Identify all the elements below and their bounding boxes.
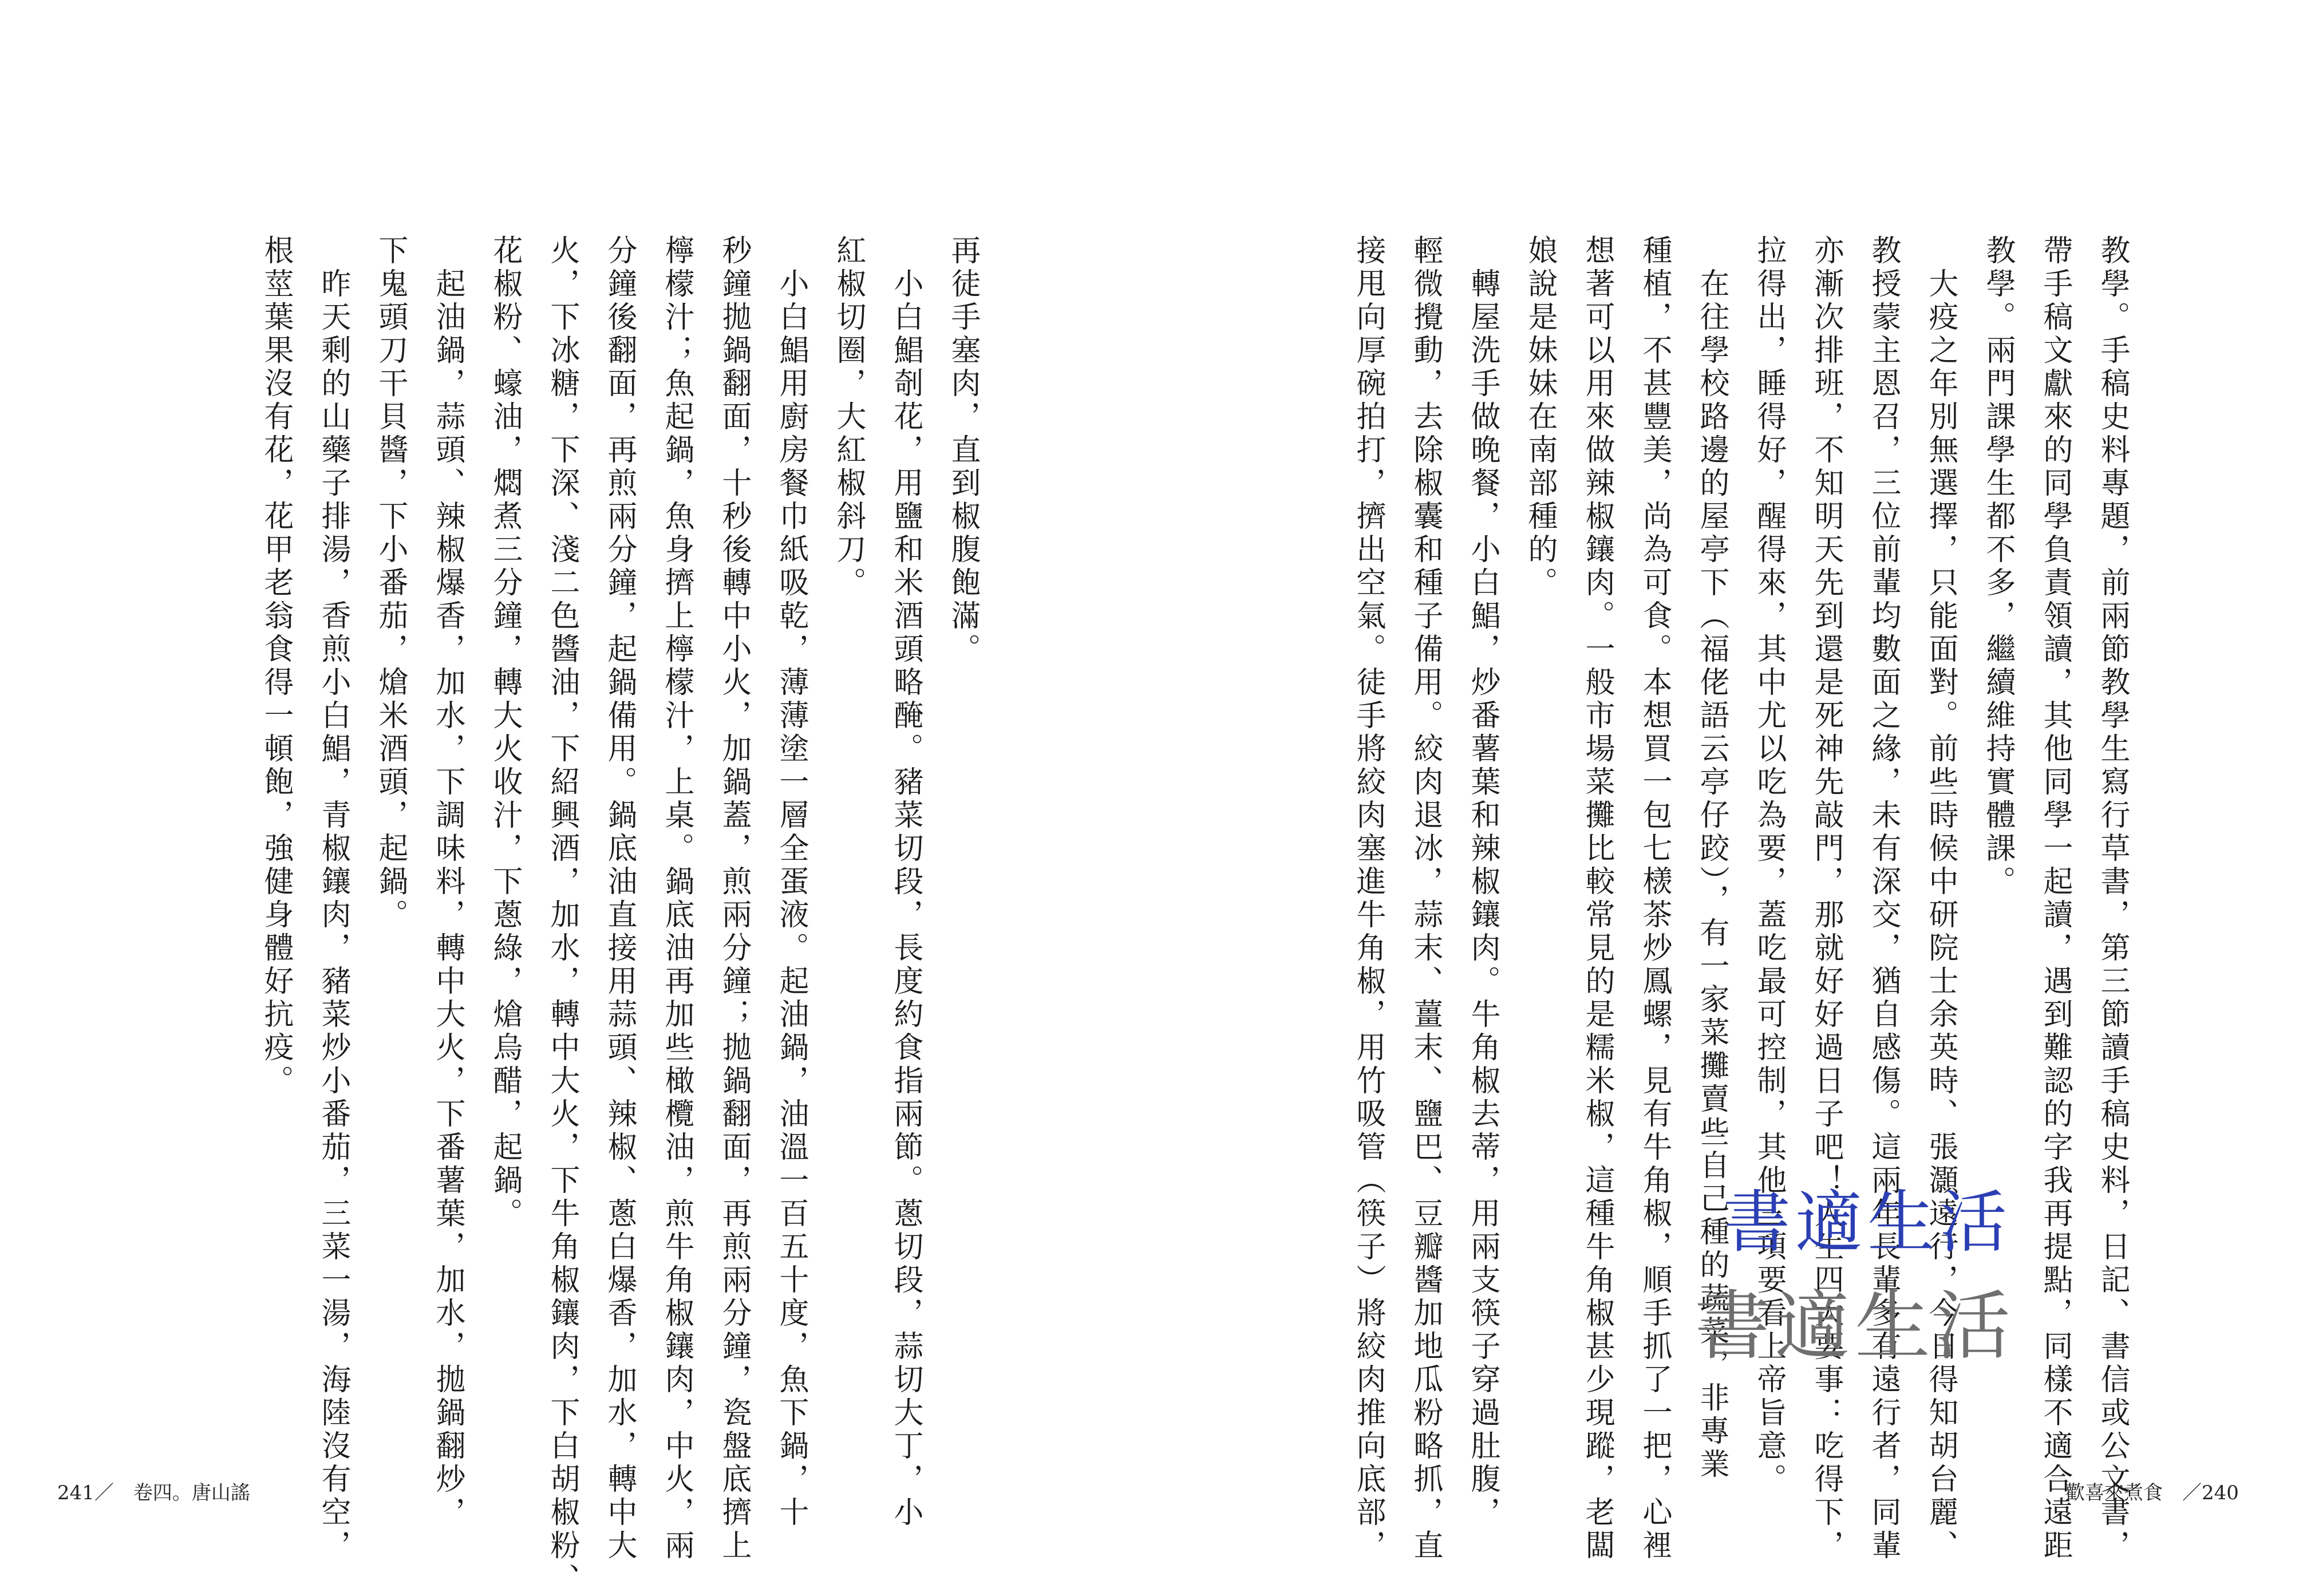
text-column: 紅椒切圈，大紅椒斜刀。	[831, 235, 866, 600]
text-column: 種植，不甚豐美，尚為可食。本想買一包七檨茶炒鳳螺，見有牛角椒，順手抓了一把，心裡	[1637, 235, 1672, 1563]
text-column: 小白鯧用廚房餐巾紙吸乾，薄薄塗一層全蛋液。起油鍋，油溫一百五十度，魚下鍋，十	[774, 235, 808, 1530]
text-column: 教學。兩門課學生都不多，繼續維持實體課。	[1981, 235, 2015, 899]
text-column: 昨天剩的山藥子排湯，香煎小白鯧，青椒鑲肉，豬菜炒小番茄，三菜一湯，海陸沒有空，	[316, 235, 350, 1563]
text-column: 分鐘後翻面，再煎兩分鐘，起鍋備用。鍋底油直接用蒜頭、辣椒、蔥白爆香，加水，轉中大	[602, 235, 637, 1563]
text-column: 在往學校路邊的屋亭下（福佬語云亭仔跤），有一家菜攤賣些自己種的蔬菜，非專業	[1694, 235, 1729, 1482]
text-column: 下鬼頭刀干貝醬，下小番茄，熗米酒頭，起鍋。	[373, 235, 408, 932]
text-column: 起油鍋，蒜頭、辣椒爆香，加水，下調味料，轉中大火，下番薯葉，加水，拋鍋翻炒，	[430, 235, 465, 1530]
text-column: 秒鐘拋鍋翻面，十秒後轉中小火，加鍋蓋，煎兩分鐘；拋鍋翻面，再煎兩分鐘，瓷盤底擠上	[717, 235, 751, 1563]
text-column: 大疫之年別無選擇，只能面對。前些時候中研院士余英時、張灝遠行，今日得知胡台麗、	[1923, 235, 1958, 1563]
page-footer: 歡喜來煮食 ／240	[2065, 1482, 2239, 1504]
text-column: 花椒粉、蠔油，燜煮三分鐘，轉大火收汁，下蔥綠，熗烏醋，起鍋。	[488, 235, 522, 1231]
text-column: 根莖葉果沒有花，花甲老翁食得一頓飽，強健身體好抗疫。	[259, 235, 293, 1098]
text-column: 拉得出，睡得好，醒得來，其中尤以吃為要，蓋吃最可控制，其他三項要看上帝旨意。	[1752, 235, 1786, 1496]
text-column: 教學。手稿史料專題，前兩節教學生寫行草書，第三節讀手稿史料，日記、書信或公文書，	[2095, 235, 2130, 1563]
text-column: 亦漸次排班，不知明天先到還是死神先敲門，那就好好過日子吧！人生四大要事：吃得下，	[1809, 235, 1843, 1563]
text-column: 檸檬汁；魚起鍋，魚身擠上檸檬汁，上桌。鍋底油再加些橄欖油，煎牛角椒鑲肉，中火，兩	[659, 235, 694, 1563]
text-column: 小白鯧剞花，用鹽和米酒頭略醃。豬菜切段，長度約食指兩節。蔥切段，蒜切大丁，小	[888, 235, 923, 1530]
text-column: 轉屋洗手做晚餐，小白鯧，炒番薯葉和辣椒鑲肉。牛角椒去蒂，用兩支筷子穿過肚腹，	[1465, 235, 1500, 1530]
text-column: 娘說是妹妹在南部種的。	[1523, 235, 1557, 600]
watermark-blue: 書適生活	[1723, 1183, 2012, 1262]
text-column: 教授蒙主恩召，三位前輩均數面之緣，未有深交，猶自感傷。這兩年長輩多有遠行者，同輩	[1866, 235, 1901, 1563]
text-column: 帶手稿文獻來的同學負責領讀，其他同學一起讀，遇到難認的字我再提點，同樣不適合遠距	[2038, 235, 2072, 1563]
text-column: 接甩向厚碗拍打，擠出空氣。徒手將絞肉塞進牛角椒，用竹吸管（筷子）將絞肉推向底部，	[1351, 235, 1385, 1563]
text-column: 再徒手塞肉，直到椒腹飽滿。	[946, 235, 980, 666]
text-column: 輕微攪動，去除椒囊和種子備用。絞肉退冰，蒜末、薑末、鹽巴、豆瓣醬加地瓜粉略抓，直	[1408, 235, 1443, 1563]
watermark-gray: 書適生活	[1694, 1282, 2015, 1370]
text-column: 想著可以用來做辣椒鑲肉。一般市場菜攤比較常見的是糯米椒，這種牛角椒甚少現蹤，老闆	[1580, 235, 1614, 1563]
page-footer: 241／ 卷四。唐山謠	[57, 1482, 250, 1504]
text-column: 火，下冰糖，下深、淺二色醬油，下紹興酒，加水，轉中大火，下牛角椒鑲肉，下白胡椒粉、	[545, 235, 579, 1596]
